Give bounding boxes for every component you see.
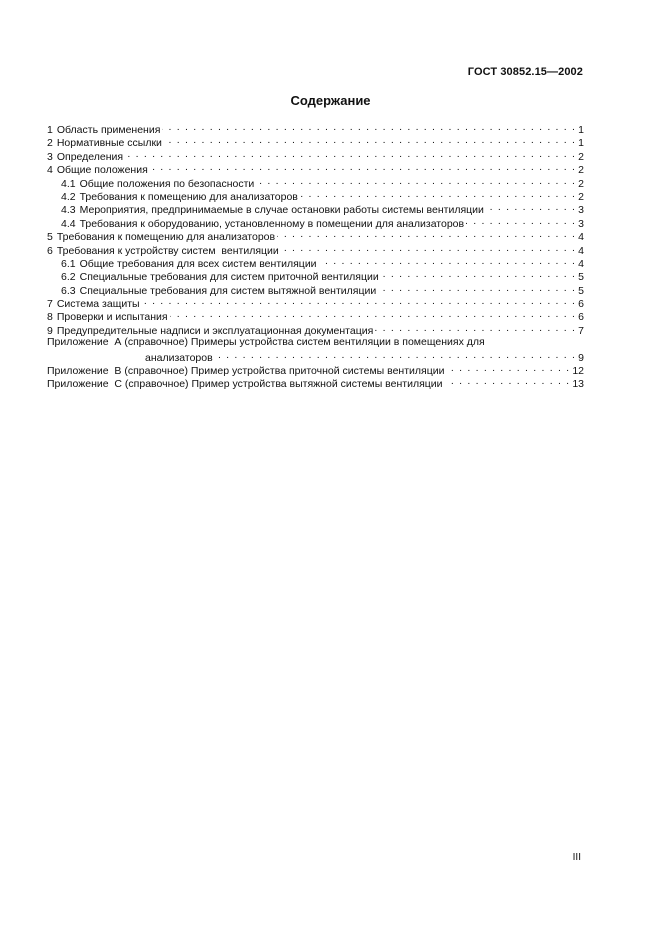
dot-leader xyxy=(378,283,576,294)
toc-entry-page: 6 xyxy=(578,298,584,311)
toc-subentry xyxy=(47,202,584,215)
toc-annex-c xyxy=(47,376,584,389)
toc-entry xyxy=(47,135,584,148)
toc-subentry xyxy=(47,269,584,282)
toc-entry-number: 4 xyxy=(47,164,53,177)
document-code: ГОСТ 30852.15—2002 xyxy=(467,66,583,78)
dot-leader xyxy=(375,323,576,334)
toc-entry-page: 2 xyxy=(578,164,584,177)
dot-leader xyxy=(300,189,576,200)
toc-entry-number: 2 xyxy=(47,137,53,150)
toc-entry-number: 6.2 xyxy=(61,271,76,284)
toc-entry-number: 6 xyxy=(47,244,53,257)
toc-entry-page: 12 xyxy=(572,365,584,378)
toc-entry-page: 4 xyxy=(578,244,584,257)
toc-entry-page: 9 xyxy=(578,351,584,364)
toc-subentry xyxy=(47,256,584,269)
toc-entry-label: Нормативные ссылки xyxy=(56,137,162,150)
toc-annex-b xyxy=(47,363,584,376)
toc-entry-number: 4.1 xyxy=(61,177,76,190)
toc-annex-a-line1 xyxy=(47,336,584,349)
dot-leader xyxy=(170,309,577,320)
toc-entry-label: Требования к оборудованию, установленному в помещении для анализаторов xyxy=(79,217,465,230)
toc-entry-number: 9 xyxy=(47,324,53,337)
dot-leader xyxy=(445,376,571,387)
toc-entry-label: Специальные требования для систем вытяжной вентиляции xyxy=(79,284,377,297)
dot-leader xyxy=(215,350,576,361)
dot-leader xyxy=(446,363,570,374)
toc-entry-number: 4.2 xyxy=(61,190,76,203)
toc-entry-number: 8 xyxy=(47,311,53,324)
toc-entry-page: 13 xyxy=(572,378,584,391)
toc-entry-label: Мероприятия, предпринимаемые в случае остановки работы системы вентиляции xyxy=(79,204,484,217)
toc-entry-number: 3 xyxy=(47,150,53,163)
dot-leader xyxy=(142,296,577,307)
toc-entry-page: 3 xyxy=(578,204,584,217)
toc-entry-page: 3 xyxy=(578,217,584,230)
toc-annex-a-line2 xyxy=(47,350,584,363)
toc-entry-label: анализаторов xyxy=(145,351,213,364)
toc-title: Содержание xyxy=(290,93,371,108)
dot-leader xyxy=(125,149,576,160)
toc-entry-number: 6.1 xyxy=(61,257,76,270)
toc-entry-page: 2 xyxy=(578,177,584,190)
toc-entry-page: 5 xyxy=(578,284,584,297)
toc-subentry xyxy=(47,176,584,189)
toc-entry-page: 1 xyxy=(578,137,584,150)
toc-subentry xyxy=(47,189,584,202)
toc-subentry xyxy=(47,216,584,229)
toc-entry xyxy=(47,309,584,322)
toc-entry-number: 7 xyxy=(47,298,53,311)
toc-entry-label: Общие положения по безопасности xyxy=(79,177,255,190)
toc-entry-page: 2 xyxy=(578,150,584,163)
toc-entry-page: 6 xyxy=(578,311,584,324)
toc-entry-label: Требования к помещению для анализаторов xyxy=(56,231,276,244)
toc-entry-page: 1 xyxy=(578,124,584,136)
page-number: III xyxy=(572,852,581,863)
toc-entry-page: 7 xyxy=(578,324,584,337)
toc-entry-number: 4.3 xyxy=(61,204,76,217)
toc-entry-label: Требования к устройству систем вентиляции xyxy=(56,244,279,257)
dot-leader xyxy=(150,162,576,173)
toc-entry-label: Система защиты xyxy=(56,298,140,311)
dot-leader xyxy=(162,122,576,133)
toc-entry-label: Приложение С (справочное) Пример устройства вытяжной системы вентиляции xyxy=(47,378,443,391)
toc-entry-label: Специальные требования для систем приточной вентиляции xyxy=(79,271,379,284)
toc-entry-page: 2 xyxy=(578,190,584,203)
toc-entry-label: Требования к помещению для анализаторов xyxy=(79,190,298,203)
toc-entry-label: Общие требования для всех систем вентиляции xyxy=(79,257,317,270)
toc-entry-label: Проверки и испытания xyxy=(56,311,168,324)
toc-entry-label: Общие положения xyxy=(56,164,148,177)
toc-entry-page: 4 xyxy=(578,257,584,270)
toc-entry-label: Приложение В (справочное) Пример устройства приточной системы вентиляции xyxy=(47,365,445,378)
dot-leader xyxy=(277,229,576,240)
toc-entry-label: Определения xyxy=(56,150,124,163)
table-of-contents xyxy=(47,122,584,390)
toc-entry-label: Область применения xyxy=(56,124,161,136)
toc-entry-label: Предупредительные надписи и эксплуатационная документация xyxy=(56,324,374,337)
toc-entry-page: 4 xyxy=(578,231,584,244)
dot-leader xyxy=(164,135,576,146)
dot-leader xyxy=(319,256,577,267)
toc-entry-label: Приложение А (справочное) Примеры устройства систем вентиляции в помещениях для xyxy=(47,336,485,349)
toc-entry-number: 4.4 xyxy=(61,217,76,230)
toc-entry xyxy=(47,323,584,336)
dot-leader xyxy=(256,176,576,187)
dot-leader xyxy=(486,202,576,213)
toc-entry-number: 1 xyxy=(47,124,53,136)
dot-leader xyxy=(281,243,576,254)
dot-leader xyxy=(381,269,576,280)
toc-entry-number: 6.3 xyxy=(61,284,76,297)
toc-entry xyxy=(47,162,584,175)
toc-entry xyxy=(47,296,584,309)
toc-entry-number: 5 xyxy=(47,231,53,244)
toc-entry-page: 5 xyxy=(578,271,584,284)
toc-entry xyxy=(47,149,584,162)
dot-leader xyxy=(466,216,576,227)
toc-entry xyxy=(47,243,584,256)
toc-subentry xyxy=(47,283,584,296)
toc-entry xyxy=(47,122,584,135)
toc-entry xyxy=(47,229,584,242)
